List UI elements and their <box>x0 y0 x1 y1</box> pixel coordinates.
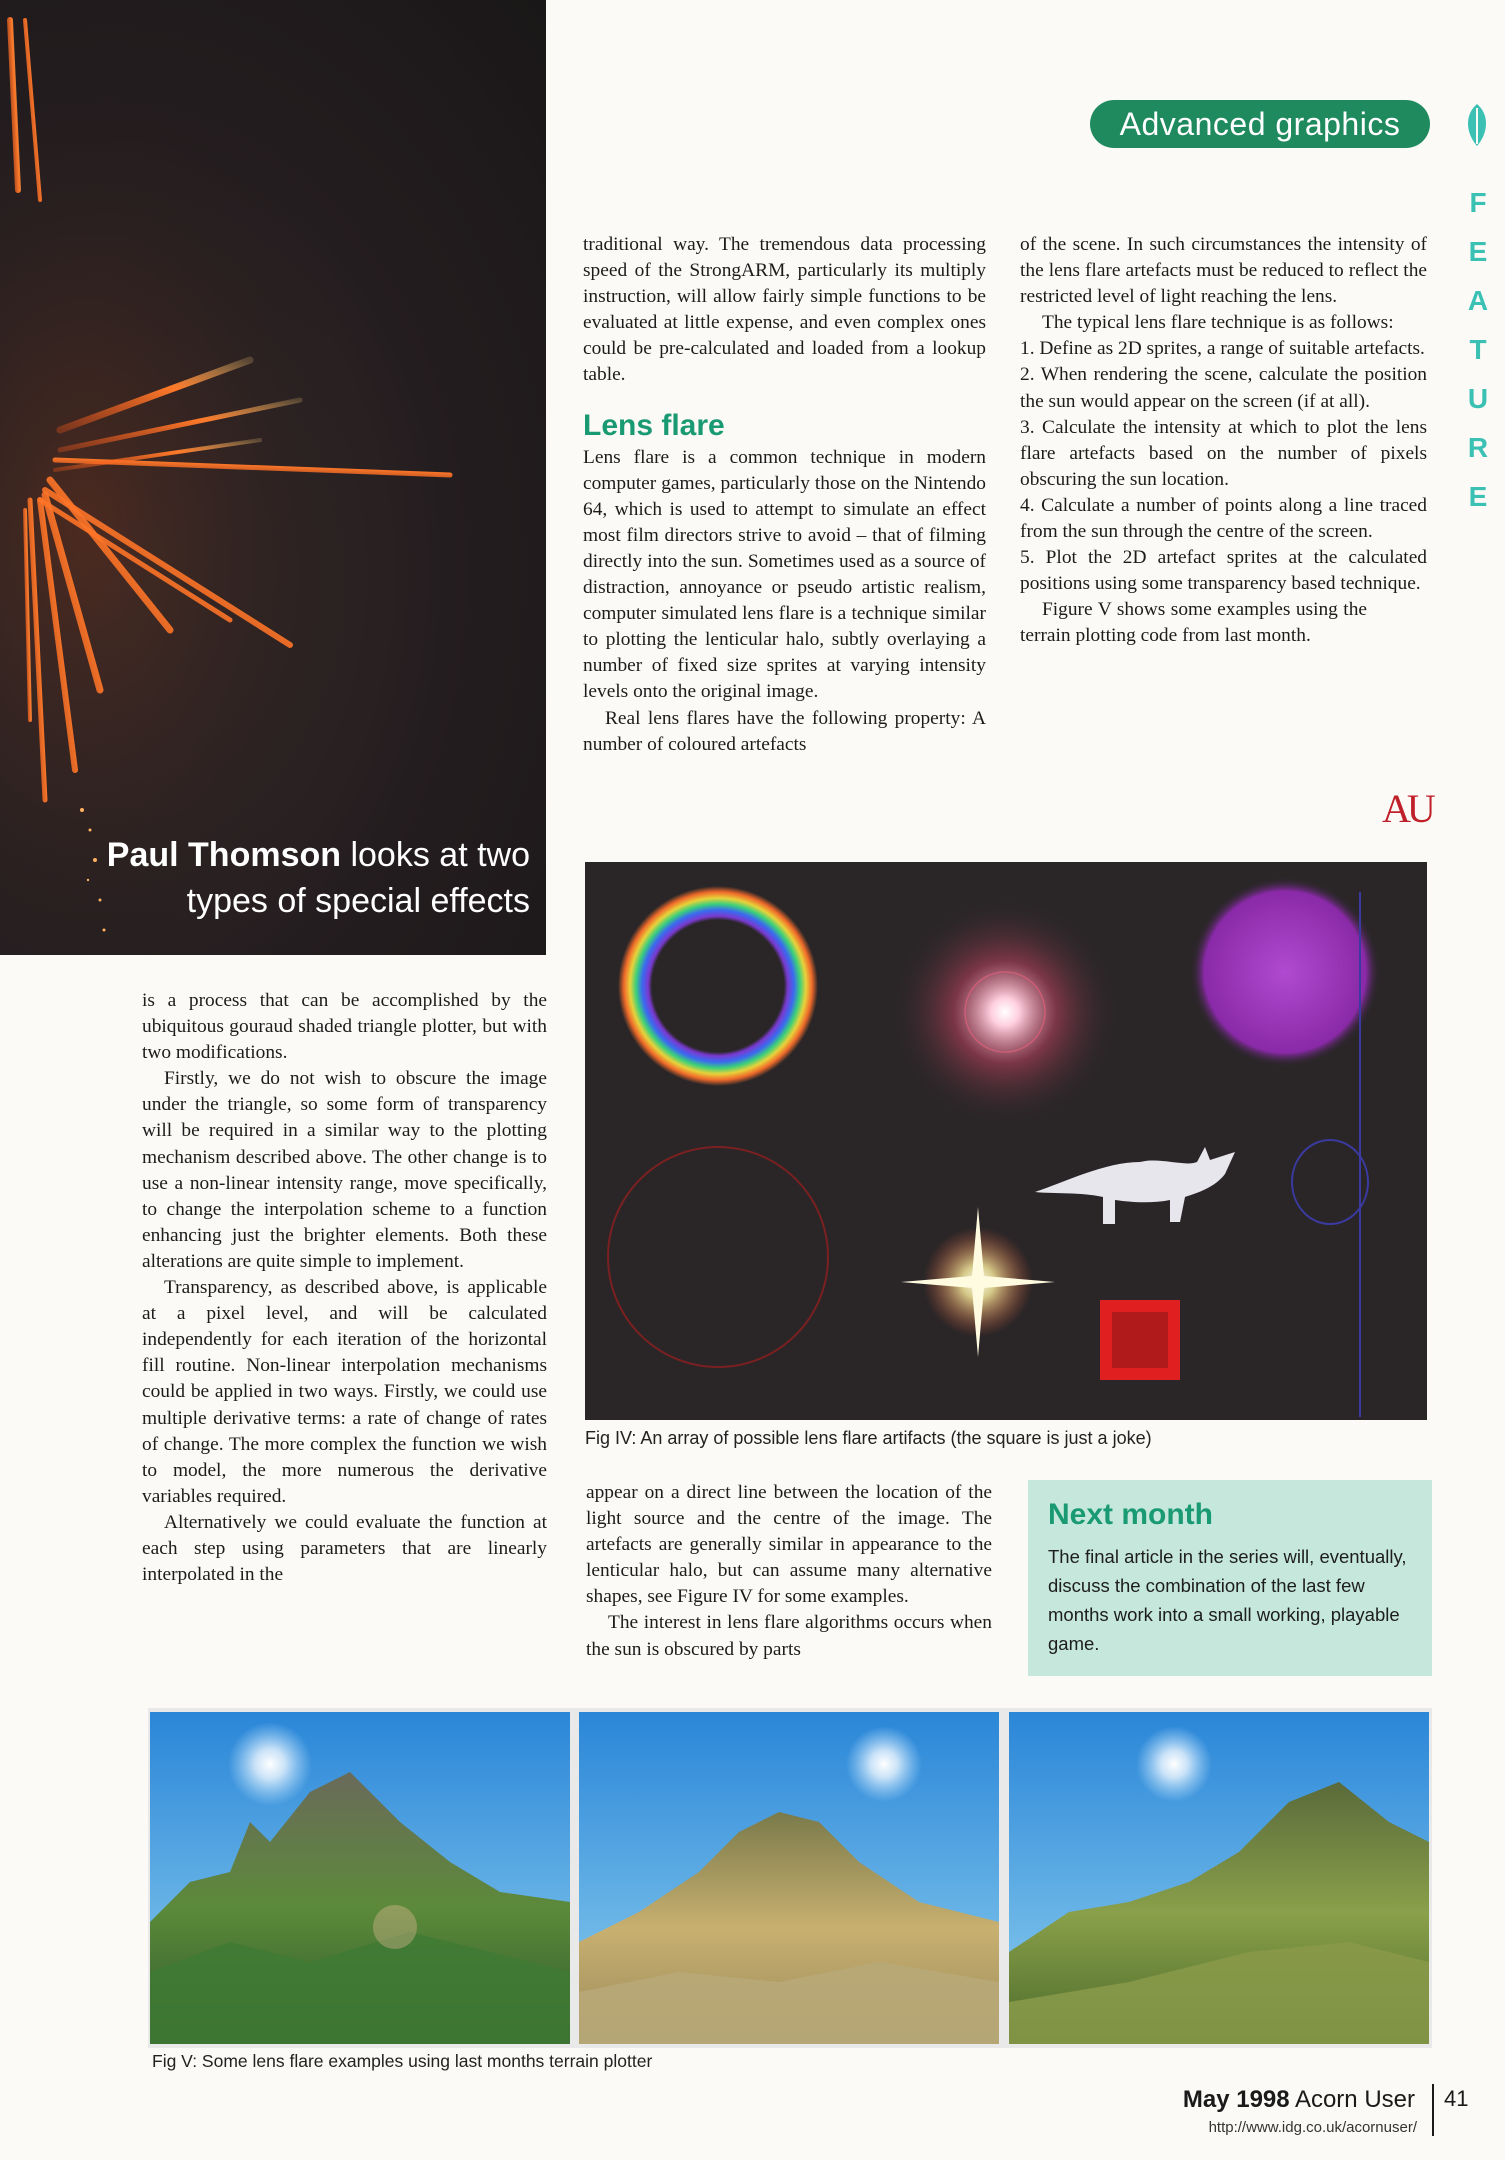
feature-letter: R <box>1467 432 1489 463</box>
issue-date: May 1998 <box>1182 2086 1290 2113</box>
list-item: 3. Calculate the intensity at which to plot the lens flare artefacts based on the number of pixels obscuring the sun location. <box>1020 416 1427 490</box>
paragraph: The interest in lens flare algorithms occurs when the sun is obscured by parts <box>586 1612 992 1660</box>
paragraph: Lens flare is a common technique in modern computer games, particularly those on the Nintendo 64, which is used to attempt to simulate an effect most film directors strive to avoid – that of filming directly into the sun. Sometimes used as a source of distraction, annoyance or pseudo artistic realism, computer simulated lens flare is a technique similar to plotting the lenticular halo, subtly overlaying a number of fixed size sprites at varying intensity levels onto the original image. <box>583 446 986 703</box>
terrain-panel <box>579 1712 999 2044</box>
feature-vertical-label <box>1458 178 1498 521</box>
list-item: 4. Calculate a number of points along a line traced from the sun through the centre of the screen. <box>1020 494 1427 543</box>
footer-url[interactable]: http://www.idg.co.uk/acornuser/ <box>1208 2119 1417 2136</box>
middle-column <box>583 232 986 758</box>
acorn-user-logo: AU <box>1382 786 1432 831</box>
list-item: 2. When rendering the scene, calculate the position the sun would appear on the screen (if at all). <box>1020 364 1427 412</box>
paragraph: appear on a direct line between the location of the light source and the centre of the image. The artefacts are generally similar in appearance to the lenticular halo, but can assume many alternative shapes, see Figure IV for some examples. <box>586 1482 992 1608</box>
feature-letter: A <box>1467 285 1489 316</box>
footer-issue <box>1145 2086 1415 2114</box>
paragraph: Figure V shows some examples using the terrain plotting code from last month. <box>1020 599 1367 647</box>
section-heading: Lens flare <box>583 408 725 442</box>
paragraph: Alternatively we could evaluate the function at each step using parameters that are linearly interpolated in the <box>142 1511 547 1586</box>
figure-v-caption: Fig V: Some lens flare examples using last months terrain plotter <box>152 2051 653 2071</box>
terrain-panel <box>1009 1712 1429 2044</box>
hero-photo <box>0 0 546 955</box>
next-month-box <box>1028 1480 1432 1676</box>
paragraph: is a process that can be accomplished by the ubiquitous gouraud shaded triangle plotter, but with two modifications. <box>142 990 547 1064</box>
author-name: Paul Thomson <box>106 836 342 874</box>
left-column <box>142 988 547 1588</box>
right-column <box>1020 232 1427 650</box>
dinosaur-shape <box>1035 1147 1235 1224</box>
list-item: 1. Define as 2D sprites, a range of suitable artefacts. <box>1020 338 1425 360</box>
feature-letter: U <box>1467 383 1489 414</box>
figure-iv-caption: Fig IV: An array of possible lens flare artifacts (the square is just a joke) <box>585 1428 1152 1448</box>
middle-column-bottom <box>586 1480 992 1663</box>
figure-iv <box>585 862 1427 1420</box>
standfirst-text: looks at two types of special effects <box>186 836 530 920</box>
firework-image <box>0 0 546 955</box>
footer-divider <box>1432 2084 1434 2136</box>
page-number: 41 <box>1444 2086 1469 2111</box>
paragraph: Transparency, as described above, is applicable at a pixel level, and will be calculated independently for each iteration of the horizontal fill routine. Non-linear interpolation mechanisms could be applied in two ways. Firstly, we could use multiple derivative terms: a rate of change of rates of change. The more complex the function we wish to model, the more numerous the derivative variables required. <box>142 1277 547 1507</box>
paragraph: of the scene. In such circumstances the intensity of the lens flare artefacts must be reduced to reflect the restricted level of light reaching the lens. <box>1020 234 1427 308</box>
feature-letter: T <box>1469 334 1487 365</box>
lens-flare-artifacts-image <box>585 862 1427 1420</box>
paragraph: The typical lens flare technique is as follows: <box>1042 312 1394 334</box>
next-month-body: The final article in the series will, eventually, discuss the combination of the last few months work into a small working, playable game. <box>1048 1546 1407 1654</box>
leaf-icon <box>1463 102 1491 148</box>
paragraph: traditional way. The tremendous data processing speed of the StrongARM, particularly its multiply instruction, will allow fairly simple functions to be evaluated at little expense, and even complex ones could be pre-calculated and loaded from a lookup table. <box>583 234 986 386</box>
paragraph: Firstly, we do not wish to obscure the image under the triangle, so some form of transparency will be required in a similar way to the plotting mechanism described above. The other change is to use a non-linear intensity range, move specifically, to change the interpolation scheme to a function enhancing just the brighter elements. Both these alterations are quite simple to implement. <box>142 1068 547 1272</box>
feature-letter: E <box>1468 236 1488 267</box>
paragraph: Real lens flares have the following property: A number of coloured artefacts <box>583 707 986 755</box>
feature-letter: F <box>1469 187 1487 218</box>
standfirst <box>60 832 530 924</box>
list-item: 5. Plot the 2D artefact sprites at the calculated positions using some transparency based technique. <box>1020 547 1427 595</box>
next-month-title: Next month <box>1048 1498 1213 1531</box>
magazine-name: Acorn User <box>1294 2086 1415 2113</box>
figure-v <box>148 1708 1432 2048</box>
feature-letter: E <box>1468 481 1488 512</box>
section-badge: Advanced graphics <box>1090 100 1430 148</box>
terrain-panel <box>150 1712 570 2044</box>
